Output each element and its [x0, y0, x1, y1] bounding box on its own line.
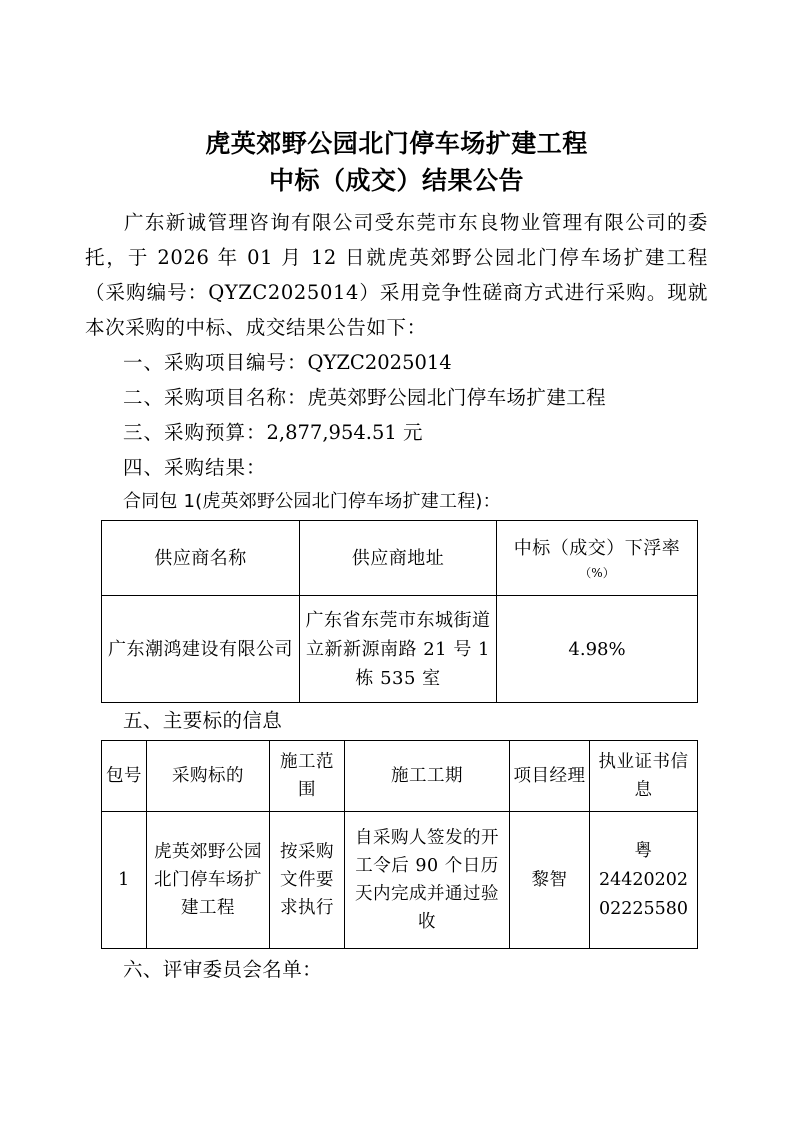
intro-paragraph: 广东新诚管理咨询有限公司受东莞市东良物业管理有限公司的委托，于 2026 年 01 月 12 日就虎英郊野公园北门停车场扩建工程（采购编号：QYZC2025014）采用竞争性磋商方式进行采购。现就本次采购的中标、成交结果公告如下：: [85, 211, 708, 339]
subject-cell-procurement-subject: 虎英郊野公园北门停车场扩建工程: [147, 812, 270, 949]
result-header-supplier-name: 供应商名称: [102, 521, 300, 596]
certificate-province: 粤: [634, 840, 653, 861]
section-item-1-value: QYZC2025014: [307, 351, 452, 374]
subject-header-procurement-subject: 采购标的: [147, 741, 270, 812]
section-item-2-label: 二、采购项目名称：: [123, 386, 308, 409]
section-item-3-label: 三、采购预算：: [123, 421, 267, 444]
certificate-number-line-2: 02225580: [598, 898, 689, 919]
subject-table-header-row: [102, 741, 698, 812]
section-six-heading: 六、评审委员会名单：: [123, 958, 323, 981]
result-table: [101, 520, 698, 703]
certificate-number-line-1: 24420202: [598, 869, 689, 890]
subject-cell-construction-scope: 按采购文件要求执行: [270, 812, 345, 949]
subject-cell-construction-period: 自采购人签发的开工令后 90 个日历天内完成并通过验收: [345, 812, 510, 949]
section-item-2: [85, 380, 708, 415]
subject-cell-project-manager: 黎智: [510, 812, 590, 949]
page-title: [85, 125, 708, 199]
title-line-2: 中标（成交）结果公告: [268, 166, 524, 195]
subject-header-construction-period: 施工工期: [345, 741, 510, 812]
section-item-1-label: 一、采购项目编号：: [123, 351, 308, 374]
subject-header-construction-scope: 施工范围: [270, 741, 345, 812]
document-content: [85, 125, 708, 987]
title-line-1: 虎英郊野公园北门停车场扩建工程: [205, 129, 588, 158]
section-item-2-value: 虎英郊野公园北门停车场扩建工程: [307, 386, 607, 409]
package-caption: 合同包 1(虎英郊野公园北门停车场扩建工程)：: [123, 491, 501, 512]
result-cell-discount-rate: 4.98%: [497, 596, 698, 703]
section-item-3-value: 2,877,954.51 元: [266, 421, 423, 444]
subject-header-certificate-info: 执业证书信息: [590, 741, 698, 812]
section-item-4-label: 四、采购结果：: [123, 456, 267, 479]
result-cell-supplier-name: 广东潮鸿建设有限公司: [102, 596, 300, 703]
subject-cell-package-no: 1: [102, 812, 147, 949]
result-cell-supplier-address: 广东省东莞市东城街道立新新源南路 21 号 1 栋 535 室: [300, 596, 497, 703]
section-item-3: [85, 415, 708, 450]
table-row: [102, 596, 698, 703]
discount-rate-unit: （%）: [579, 565, 615, 580]
section-item-4: [85, 450, 708, 485]
table-row: [102, 812, 698, 949]
subject-table: [101, 740, 698, 949]
subject-header-package-no: 包号: [102, 741, 147, 812]
section-five-heading: 五、主要标的信息: [123, 709, 283, 732]
result-header-supplier-address: 供应商地址: [300, 521, 497, 596]
subject-cell-certificate-info: [590, 812, 698, 949]
result-table-header-row: [102, 521, 698, 596]
result-header-discount-rate: [497, 521, 698, 596]
section-item-1: [85, 345, 708, 380]
subject-header-project-manager: 项目经理: [510, 741, 590, 812]
discount-rate-text: 中标（成交）下浮率: [513, 537, 681, 559]
